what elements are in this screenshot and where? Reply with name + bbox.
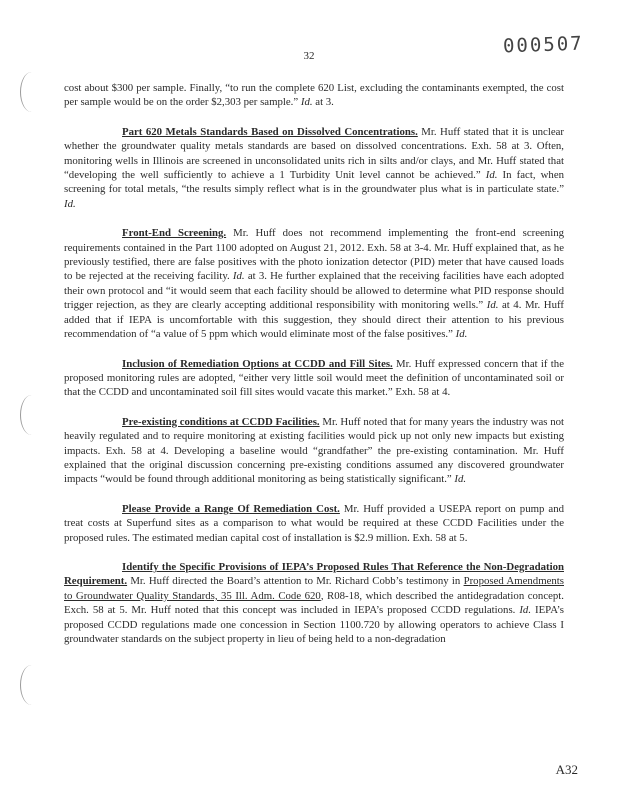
paragraph: Identify the Specific Provisions of IEPA’s Proposed Rules That Reference the Non-Degradation Requirement. Mr. Huff directed the Board’s attention to Mr. Richard Cobb’s testimony in Proposed Amendments to Groundwater Quality Standards, 35 Ill. Adm. Code 620, R08-18, which described the antidegradation concept. Exch. 58 at 5. Mr. Huff noted that this concept was included in IEPA’s proposed CCDD regulations. Id. IEPA’s proposed CCDD regulations made one concession in Section 1100.720 by allowing operators to achieve Class I groundwater standards on the subject property in lieu of being held to a non-degradation — [64, 560, 564, 645]
punch-hole-mark — [20, 72, 43, 112]
section-heading: Part 620 Metals Standards Based on Dissolved Concentrations. — [122, 125, 418, 138]
paragraph: cost about $300 per sample. Finally, “to run the complete 620 List, excluding the contaminants exempted, the cost per sample would be on the order $2,303 per sample.” Id. at 3. — [64, 82, 564, 109]
section-heading: Pre-existing conditions at CCDD Facilities. — [122, 415, 320, 428]
paragraph: Inclusion of Remediation Options at CCDD and Fill Sites. Mr. Huff expressed concern that if the proposed monitoring rules are adopted, “either very little soil would meet the definition of uncontaminated soil or that the CCDD and uncontaminated soil fill sites would vacate this market.” Exh. 58 at 4. — [64, 357, 564, 399]
paragraph: Pre-existing conditions at CCDD Facilities. Mr. Huff noted that for many years the industry was not heavily regulated and to require monitoring at existing facilities would pick up not only new impacts but existing impacts. Exh. 58 at 4. Developing a baseline would “grandfather” the pre-existing contamination. Mr. Huff explained that the original discussion concerning pre-existing conditions assumed any discovered groundwater impacts “would be found through additional monitoring as being statistically significant.” Id. — [64, 415, 564, 486]
paragraph: Please Provide a Range Of Remediation Cost. Mr. Huff provided a USEPA report on pump and treat costs at Superfund sites as a comparison to what would be required at these CCDD Facilities under the proposed rules. The estimated median capital cost of installation is $2.9 million. Exh. 58 at 5. — [64, 502, 564, 544]
document-body — [64, 81, 564, 661]
paragraph: Front-End Screening. Mr. Huff does not recommend implementing the front-end screening requirements contained in the Part 1100 adopted on August 21, 2012. Exh. 58 at 3-4. Mr. Huff explained that, as he previously testified, there are false positives with the photo ionization detector (PID) meter that have caused loads to be rejected at the receiving facility. Id. at 3. He further explained that the receiving facilities have each adopted their own protocol and “it would seem that each facility should be allowed to determine what PID response should trigger rejection, as they are clearly accepting additional responsibility with monitoring wells.” Id. at 4. Mr. Huff added that if IEPA is uncomfortable with this suggestion, they should direct their attention to his previous recommendation of “a value of 5 ppm which would eliminate most of the false positives.” Id. — [64, 227, 564, 341]
punch-hole-mark — [20, 665, 43, 705]
section-heading: Please Provide a Range Of Remediation Cost. — [122, 502, 340, 515]
paragraph: Part 620 Metals Standards Based on Dissolved Concentrations. Mr. Huff stated that it is unclear whether the groundwater quality metals standards are based on dissolved concentrations. Exh. 58 at 3. Often, monitoring wells in Illinois are screened in unconsolidated units rich in silts and/or clays, and Mr. Huff stated that “developing the well sufficiently to achieve a 1 Turbidity Unit level cannot be achieved.” Id. In fact, when screening for total metals, “the results simply reflect what is in the groundwater plus what is in particulate state.” Id. — [64, 125, 565, 210]
appendix-page-number: A32 — [555, 762, 578, 777]
bates-stamp: 000507 — [503, 32, 585, 58]
section-heading: Front-End Screening. — [122, 227, 227, 240]
case-citation: Proposed Amendments to Groundwater Quality Standards, 35 Ill. Adm. Code 620 — [64, 575, 564, 602]
punch-hole-mark — [20, 395, 43, 435]
section-heading: Identify the Specific Provisions of IEPA’s Proposed Rules That Reference the Non-Degradation Requirement. — [64, 560, 564, 588]
section-heading: Inclusion of Remediation Options at CCDD and Fill Sites. — [122, 357, 393, 370]
page-number: 32 — [303, 50, 315, 62]
